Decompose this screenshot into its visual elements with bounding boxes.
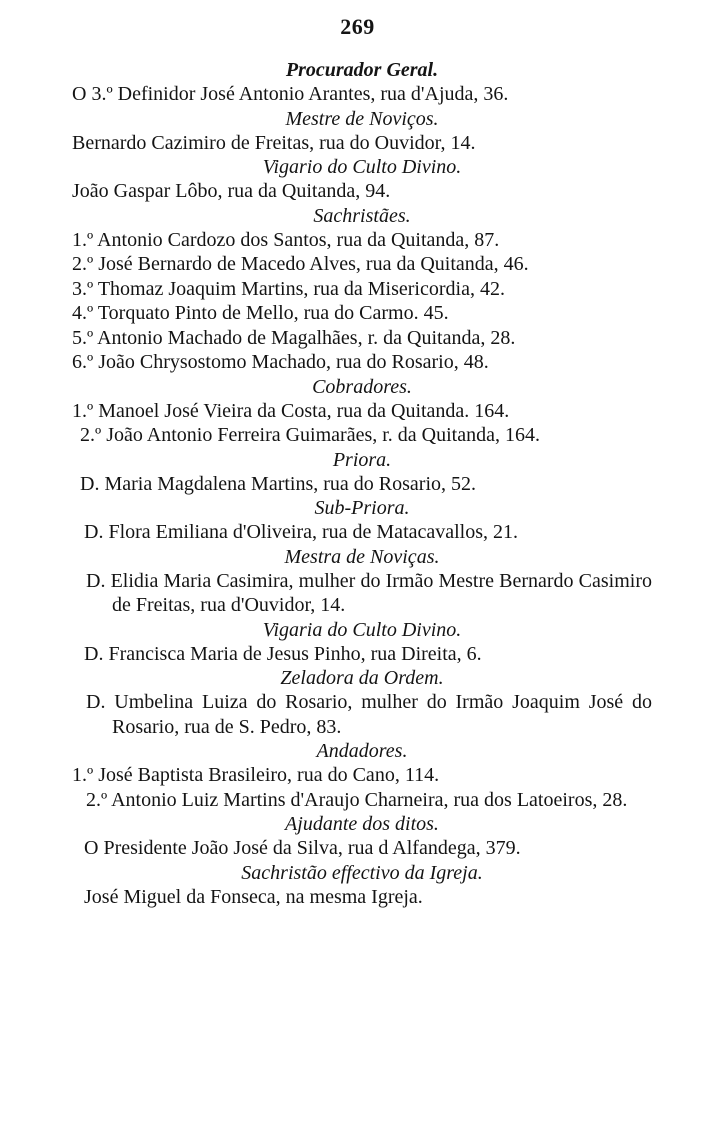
entry-sachristao-3: 3.º Thomaz Joaquim Martins, rua da Misericordia, 42. xyxy=(72,277,505,300)
entry-sub-priora: D. Flora Emiliana d'Oliveira, rua de Matacavallos, 21. xyxy=(84,521,519,543)
heading-mestre-novicos: Mestre de Noviços. xyxy=(285,107,439,130)
heading-vigario-culto: Vigario do Culto Divino. xyxy=(262,156,462,178)
heading-priora: Priora. xyxy=(332,448,392,471)
entry-cobrador-1: 1.º Manoel José Vieira da Costa, rua da Quitanda. 164. xyxy=(72,399,510,422)
entry-cobrador-2: 2.º João Antonio Ferreira Guimarães, r. da Quitanda, 164. xyxy=(80,424,540,446)
entry-sachristao-4: 4.º Torquato Pinto de Mello, rua do Carmo. 45. xyxy=(72,302,449,324)
entry-priora: D. Maria Magdalena Martins, rua do Rosario, 52. xyxy=(80,472,477,495)
heading-cobradores: Cobradores. xyxy=(312,375,412,398)
entry-vigaria-culto: D. Francisca Maria de Jesus Pinho, rua Direita, 6. xyxy=(84,642,482,665)
heading-sachristao-effectivo: Sachristão effectivo da Igreja. xyxy=(241,861,483,884)
entry-ajudante: O Presidente João José da Silva, rua d Alfandega, 379. xyxy=(84,837,521,859)
entry-sachristao-6: 6.º João Chrysostomo Machado, rua do Rosario, 48. xyxy=(72,351,489,373)
heading-ajudante: Ajudante dos ditos. xyxy=(285,813,439,835)
heading-zeladora: Zeladora da Ordem. xyxy=(280,667,444,689)
entry-zeladora: D. Umbelina Luiza do Rosario, mulher do Irmão Joaquim José do Rosario, rua de S. Pedro, 83. xyxy=(86,691,652,738)
entry-procurador: O 3.º Definidor José Antonio Arantes, rua d'Ajuda, 36. xyxy=(72,83,509,105)
entry-mestre-novicos: Bernardo Cazimiro de Freitas, rua do Ouvidor, 14. xyxy=(72,131,476,154)
entry-sachristao-5: 5.º Antonio Machado de Magalhães, r. da Quitanda, 28. xyxy=(72,326,516,349)
heading-sub-priora: Sub-Priora. xyxy=(314,497,410,519)
heading-mestra-novicas: Mestra de Noviças. xyxy=(284,545,440,568)
entry-sachristao-1: 1.º Antonio Cardozo dos Santos, rua da Quitanda, 87. xyxy=(72,228,500,251)
heading-andadores: Andadores. xyxy=(316,740,408,762)
heading-sachristaes: Sachristães. xyxy=(313,204,411,227)
entry-mestra-novicas: D. Elidia Maria Casimira, mulher do Irmão Mestre Bernardo Casimiro de Freitas, rua d'Ouvidor, 14. xyxy=(86,569,652,616)
entry-vigario-culto: João Gaspar Lôbo, rua da Quitanda, 94. xyxy=(72,180,391,202)
entry-andador-1: 1.º José Baptista Brasileiro, rua do Cano, 114. xyxy=(72,764,440,786)
heading-procurador: Procurador Geral. xyxy=(285,59,439,81)
heading-vigaria-culto: Vigaria do Culto Divino. xyxy=(262,618,462,641)
entry-sachristao-effectivo: José Miguel da Fonseca, na mesma Igreja. xyxy=(84,885,423,908)
entry-sachristao-2: 2.º José Bernardo de Macedo Alves, rua da Quitanda, 46. xyxy=(72,253,529,275)
page-content xyxy=(72,58,652,909)
entry-andador-2: 2.º Antonio Luiz Martins d'Araujo Charneira, rua dos Latoeiros, 28. xyxy=(86,788,628,811)
page-number: 269 xyxy=(340,14,375,39)
